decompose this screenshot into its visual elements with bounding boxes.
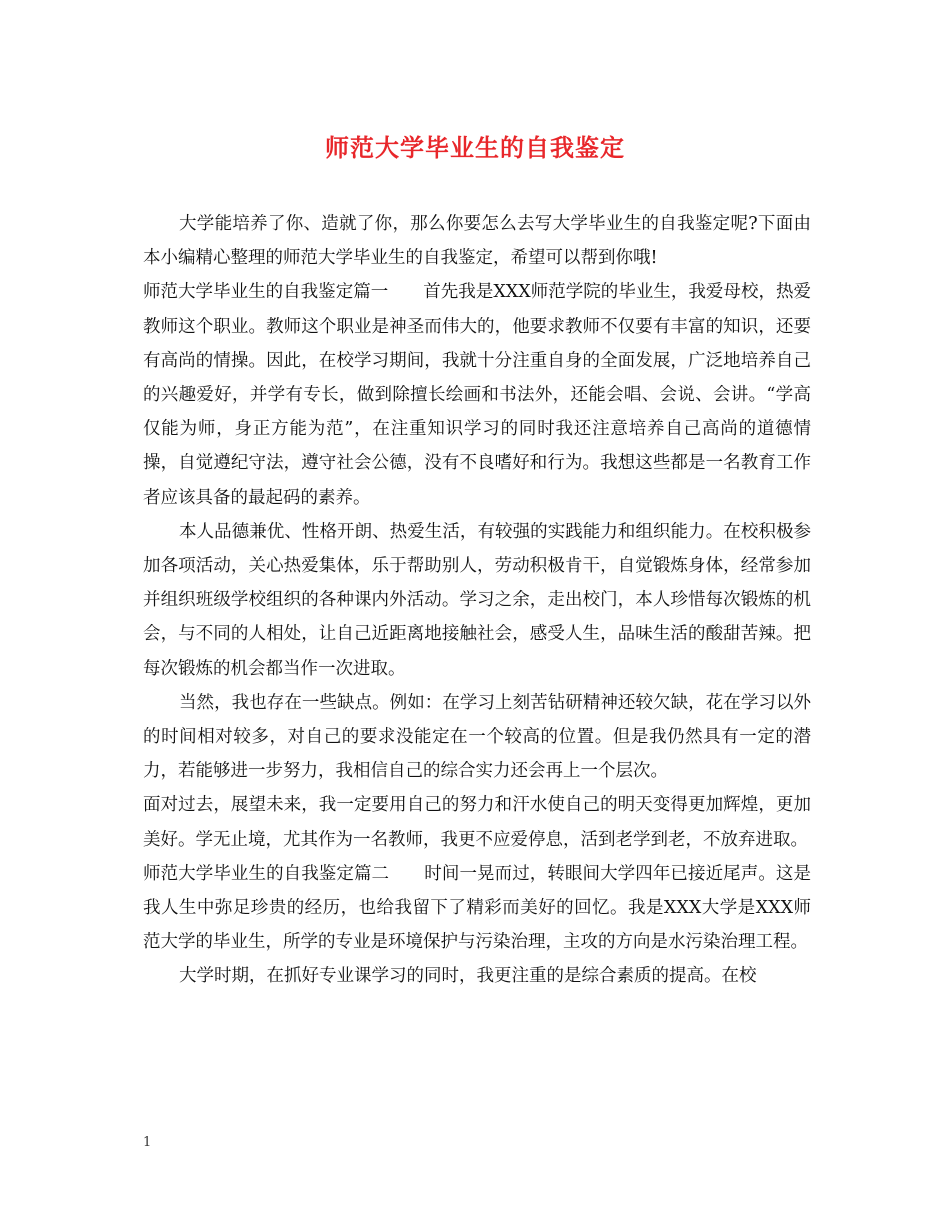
paragraph-future: 面对过去，展望未来，我一定要用自己的努力和汗水使自己的明天变得更加辉煌，更加美好。学无止境，尤其作为一名教师，我更不应爱停息，活到老学到老，不放弃进取。 [143, 795, 811, 850]
document-title: 师范大学毕业生的自我鉴定 [325, 133, 625, 162]
paragraph-part-one: 师范大学毕业生的自我鉴定篇一 首先我是XXX师范学院的毕业生，我爱母校，热爱教师这个职业。教师这个职业是神圣而伟大的，他要求教师不仅要有丰富的知识，还要有高尚的情操。因此，在校学习期间，我就十分注重自身的全面发展，广泛地培养自己的兴趣爱好，并学有专长，做到除擅长绘画和书法外，还能会唱、会说、会讲。“学高仅能为师，身正方能为范”，在注重知识学习的同时我还注意培养自己高尚的道德情操，自觉遵纪守法，遵守社会公德，没有不良嗜好和行为。我想这些都是一名教育工作者应该具备的最起码的素养。 [143, 282, 811, 508]
paragraph-part-two: 师范大学毕业生的自我鉴定篇二 时间一晃而过，转眼间大学四年已接近尾声。这是我人生中弥足珍贵的经历，也给我留下了精彩而美好的回忆。我是XXX大学是XXX师范大学的毕业生，所学的专业是环境保护与污染治理，主攻的方向是水污染治理工程。 [143, 863, 811, 953]
paragraph-intro: 大学能培养了你、造就了你，那么你要怎么去写大学毕业生的自我鉴定呢?下面由本小编精心整理的师范大学毕业生的自我鉴定，希望可以帮到你哦! [143, 214, 811, 269]
paragraph-university: 大学时期，在抓好专业课学习的同时，我更注重的是综合素质的提高。在校 [179, 966, 757, 987]
document-body [143, 207, 811, 994]
page-number: 1 [143, 1135, 152, 1150]
paragraph-shortcomings: 当然，我也存在一些缺点。例如：在学习上刻苦钻研精神还较欠缺，花在学习以外的时间相对较多，对自己的要求没能定在一个较高的位置。但是我仍然具有一定的潜力，若能够进一步努力，我相信自己的综合实力还会再上一个层次。 [143, 692, 811, 782]
paragraph-character: 本人品德兼优、性格开朗、热爱生活，有较强的实践能力和组织能力。在校积极参加各项活动，关心热爱集体，乐于帮助别人，劳动积极肯干，自觉锻炼身体，经常参加并组织班级学校组织的各种课内外活动。学习之余，走出校门，本人珍惜每次锻炼的机会，与不同的人相处，让自己近距离地接触社会，感受人生，品味生活的酸甜苦辣。把每次锻炼的机会都当作一次进取。 [143, 521, 811, 679]
